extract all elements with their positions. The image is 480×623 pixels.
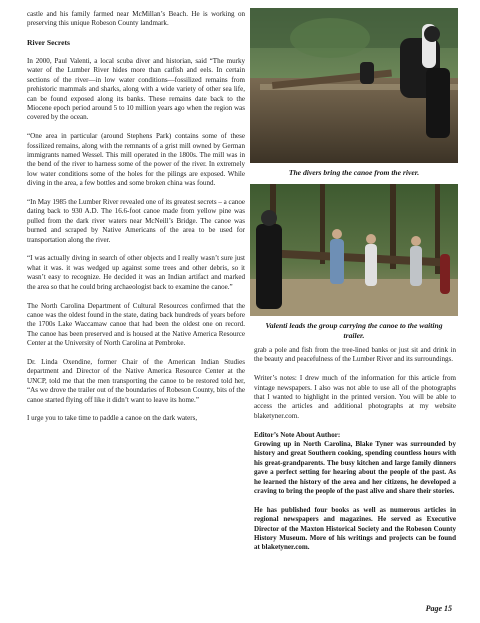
left-para-6: The North Carolina Department of Cultural Resources confirmed that the canoe was the oldest found in the state, dating back hundreds of years before the 1700s Lake Waccamaw canoe that had been the oldest one on record. The canoe has been preserved and is housed at the Native America Resource Center at the University of North Carolina at Pembroke. (27, 301, 245, 348)
photo-divers-canoe (250, 8, 458, 163)
author-note (254, 431, 456, 553)
photo-group-carrying-canoe-image (250, 184, 458, 316)
left-para-8: I urge you to take time to paddle a canoe on the dark waters, (27, 414, 198, 423)
section-heading-river-secrets: River Secrets (27, 38, 70, 48)
left-para-3: “One area in particular (around Stephens Park) contains some of these fossilized remains, along with the remnants of a grist mill owned by German immigrants named Wessel. This mill operated in the 1800s. The mill was in the bend of the river to harness some of the power of the river. In extremely low water conditions some of the holes for the pilings are exposed. While diving in the area, a few bottles and some broken china was found. (27, 132, 245, 188)
left-para-5: “I was actually diving in search of other objects and I really wasn’t sure just what it was. it was wedged up against some trees and other debris, so it wasn’t easy to recognize. He decided it was an Indian artifact and marked the area so that he could bring archaeologist back to examine the canoe.” (27, 254, 245, 291)
photo-divers-canoe-image (250, 8, 458, 163)
caption-divers: The divers bring the canoe from the river. (288, 168, 420, 177)
author-note-para-2: He has published four books as well as numerous articles in regional newspapers and magazines. He served as Executive Director of the Maxton Historical Society and the Robeson County History Museum. More of his writings and projects can be found at blaketyner.com. (254, 505, 456, 552)
photo-group-carrying-canoe (250, 184, 458, 316)
right-column (254, 346, 456, 562)
author-note-para-1: Growing up in North Carolina, Blake Tyner was surrounded by history and great Southern cooking, spending countless hours with his great-grandparents. The busy kitchen and large family dinners gave a perfect setting for hearing about the people of the past. As he learned the history of the area and her citizens, he developed a craving to bring the people of the past alive and share their stories. (254, 440, 456, 496)
page-number: Page 15 (425, 604, 452, 613)
author-note-heading: Editor’s Note About Author: (254, 430, 341, 439)
left-para-2: In 2000, Paul Valenti, a local scuba diver and historian, said “The murky water of the Lumber River hides more than catfish and eels. In certain sections of the river—in low water conditions—fossilized remains from prehistoric mammals and sharks, along with a wide variety of other sea life, can be found exposed along its banks. These remains date back to the Miocene epoch period around 5 to 10 million years ago when the region was covered by the ocean. (27, 57, 245, 122)
left-column (27, 10, 245, 433)
right-para-1: grab a pole and fish from the tree-lined banks or just sit and drink in the beauty and peacefulness of the Lumber River and its surroundings. (254, 346, 456, 364)
left-para-1: castle and his family farmed near McMillan’s Beach. He is working on preserving this unique Robeson County landmark. (27, 10, 245, 28)
left-para-4: “In May 1985 the Lumber River revealed one of its greatest secrets – a canoe dating back to 930 A.D. The 16.6-foot canoe made from yellow pine was pulled from the dark river waters near McNeill’s Bridge. The canoe was burned and scraped by Native Americans of the area to be used for transportation along the river. (27, 198, 245, 244)
right-para-writers-notes: Writer’s notes: I drew much of the information for this article from vintage newspapers. I also was not able to use all of the photographs that I wanted to highlight in the printed version. You will be able to access the articles and additional photographs at my website blaketyner.com. (254, 374, 456, 420)
left-para-7: Dr. Linda Oxendine, former Chair of the American Indian Studies department and Director of the Native America Resource Center at the UNCP, told me that the men transporting the canoe to be restored told her, “As we drove the trailer out of the boundaries of Robeson County, bits of the canoe started flying off like it didn’t want to leave its home.” (27, 357, 245, 404)
caption-group: Valenti leads the group carrying the canoe to the waiting trailer. (265, 321, 443, 340)
